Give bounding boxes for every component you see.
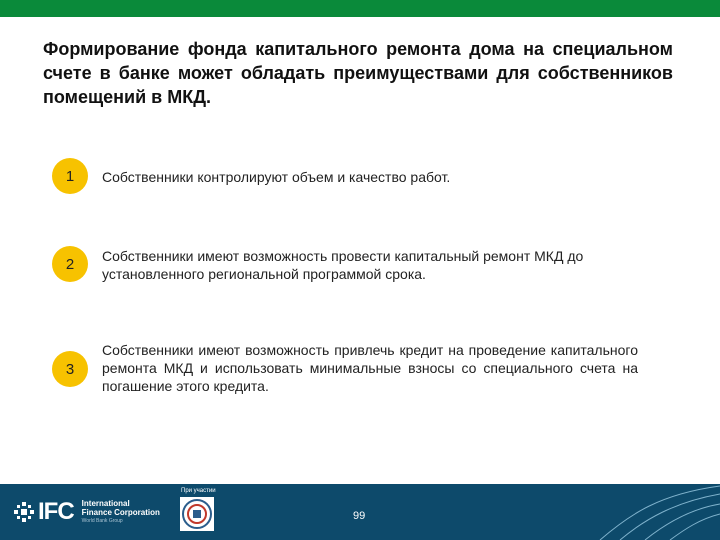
org-line-2: Finance Corporation bbox=[81, 507, 160, 517]
decorative-curves bbox=[590, 484, 720, 540]
number-badge: 2 bbox=[52, 246, 88, 282]
ifc-org-name bbox=[82, 499, 160, 526]
org-line-1: International bbox=[81, 498, 130, 508]
partner-label: При участии bbox=[181, 488, 216, 494]
number-badge: 1 bbox=[52, 158, 88, 194]
advantage-text: Собственники контролируют объем и качество работ. bbox=[102, 169, 451, 185]
ifc-logo bbox=[14, 498, 160, 526]
page-number: 99 bbox=[353, 510, 366, 522]
advantage-text: Собственники имеют возможность привлечь кредит на проведение капитального ремонта МКД и использовать минимальные взносы со специального счета на погашение этого кредита. bbox=[102, 342, 638, 394]
ifc-emblem-icon bbox=[14, 502, 34, 522]
partner-emblem-icon bbox=[180, 497, 214, 531]
org-sub: World Bank Group bbox=[81, 517, 123, 524]
ifc-letters: IFC bbox=[38, 498, 74, 525]
advantage-text: Собственники имеют возможность провести капитальный ремонт МКД до установленного региональной программой срока. bbox=[102, 248, 584, 282]
slide-title: Формирование фонда капитального ремонта дома на специальном счете в банке может обладать преимуществами для собственников помещений в МКД. bbox=[43, 39, 673, 107]
number-badge: 3 bbox=[52, 351, 88, 387]
top-accent-bar bbox=[0, 0, 720, 17]
footer-bar bbox=[0, 484, 720, 540]
